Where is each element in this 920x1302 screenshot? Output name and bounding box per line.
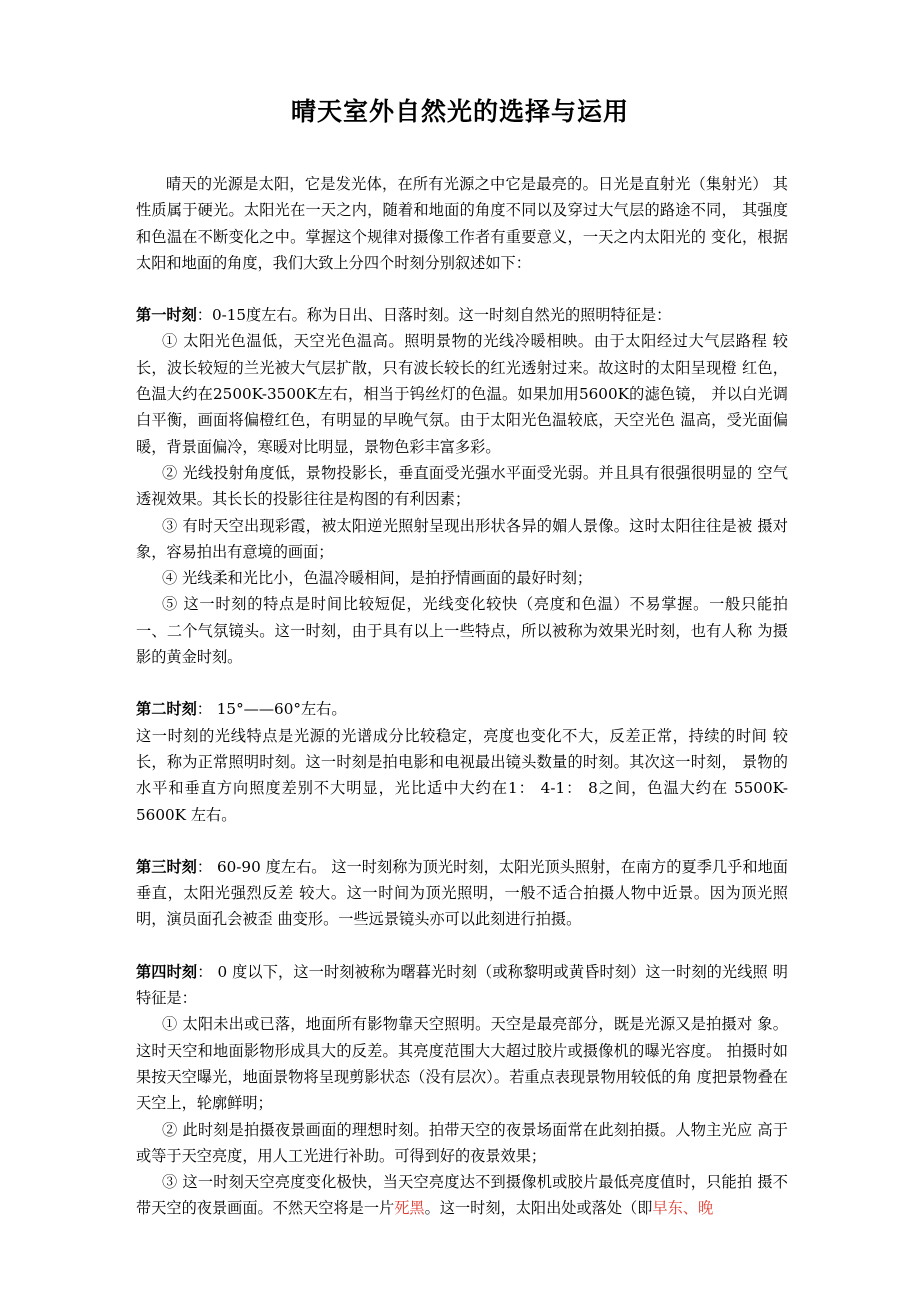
section2-body: 这一时刻的光线特点是光源的光谱成分比较稳定，亮度也变化不大，反差正常，持续的时间 较长，称为正常照明时刻。这一时刻是拍电影和电视最出镜头数量的时刻。其次这一时刻， 景物的水平和垂直方向照度差别不大明显，光比适中大约在1： 4-1： 8之间，色温大约在 5500K-5600K 左右。 bbox=[136, 726, 788, 824]
section1-label: 第一时刻 bbox=[136, 306, 197, 325]
paragraph-gap bbox=[136, 828, 788, 854]
section1-head-text: ：0-15度左右。称为日出、日落时刻。这一时刻自然光的照明特征是： bbox=[196, 306, 672, 325]
section1-item-1: ① 太阳光色温低，天空光色温高。照明景物的光线冷暖相映。由于太阳经过大气层路程 较长，波长较短的兰光被大气层扩散，只有波长较长的红光透射过来。故这时的太阳呈现橙 红色，色温大约在2500K-3500K左右，相当于钨丝灯的色温。如果加用5600K的滤色镜， 并以白光调白平衡，画面将偏橙红色，有明显的早晚气氛。由于太阳光色温较底，天空光色 温高，受光面偏暖，背景面偏冷，寒暖对比明显，景物色彩丰富多彩。 bbox=[136, 332, 788, 456]
document-body bbox=[136, 171, 788, 1222]
section4-item-2: ② 此时刻是拍摄夜景画面的理想时刻。拍带天空的夜景场面常在此刻拍摄。人物主光应 高于或等于天空亮度，用人工光进行补助。可得到好的夜景效果； bbox=[136, 1120, 788, 1165]
section4-item-1: ① 太阳未出或已落，地面所有影物靠天空照明。天空是最亮部分，既是光源又是拍摄对 象。这时天空和地面影物形成具大的反差。其亮度范围大大超过胶片或摄像机的曝光容度。 拍摄时如果按天空曝光，地面景物将呈现剪影状态（没有层次）。若重点表现景物用较低的角 度把景物叠在天空上，轮廓鲜明； bbox=[136, 1015, 788, 1113]
paragraph-gap bbox=[136, 276, 788, 302]
section2-heading bbox=[136, 696, 788, 722]
section4-item-3 bbox=[136, 1169, 788, 1222]
section1-heading bbox=[136, 302, 788, 328]
section2-label: 第二时刻 bbox=[136, 700, 197, 719]
intro-paragraph: 晴天的光源是太阳，它是发光体，在所有光源之中它是最亮的。日光是直射光（集射光） 其性质属于硬光。太阳光在一天之内，随着和地面的角度不同以及穿过大气层的路途不同， 其强度和色温在不断变化之中。掌握这个规律对摄像工作者有重要意义，一天之内太阳光的 变化，根据太阳和地面的角度，我们大致上分四个时刻分别叙述如下： bbox=[136, 175, 788, 272]
highlight-text: 死黑 bbox=[394, 1199, 425, 1218]
section4-item-3-text-a: ③ 这一时刻天空亮度变化极快，当天空亮度达不到摄像机或胶片最低亮度值时，只能拍 摄不带天空的夜景画面。不然天空将是一片 bbox=[136, 1173, 788, 1218]
section3-label: 第三时刻 bbox=[136, 857, 197, 876]
section4-item-3-text-b: 。这一时刻，太阳出处或落处（即 bbox=[424, 1199, 653, 1218]
paragraph-gap bbox=[136, 670, 788, 696]
paragraph-gap bbox=[136, 933, 788, 959]
document-title: 晴天室外自然光的选择与运用 bbox=[290, 97, 629, 126]
section3-paragraph bbox=[136, 854, 788, 933]
section1-item-2: ② 光线投射角度低，景物投影长，垂直面受光强水平面受光弱。并且具有很强很明显的 空气透视效果。其长长的投影往往是构图的有利因素； bbox=[136, 463, 788, 509]
section4-heading bbox=[136, 959, 788, 1012]
highlight-text: 早东、晚 bbox=[652, 1199, 714, 1218]
section4-label: 第四时刻 bbox=[136, 962, 198, 981]
section1-item-5: ⑤ 这一时刻的特点是时间比较短促，光线变化较快（亮度和色温）不易掌握。一般只能拍 一、二个气氛镜头。这一时刻，由于具有以上一些特点，所以被称为效果光时刻，也有人称 为摄影的黄金时刻。 bbox=[136, 595, 788, 667]
section4-head-text: ： 0 度以下，这一时刻被称为曙暮光时刻（或称黎明或黄昏时刻）这一时刻的光线照 明特征是： bbox=[136, 962, 788, 1008]
section1-item-3: ③ 有时天空出现彩霞，被太阳逆光照射呈现出形状各异的媚人景像。这时太阳往往是被 摄对象，容易拍出有意境的画面； bbox=[136, 516, 788, 561]
section3-head-text: ： 60-90 度左右。 这一时刻称为顶光时刻，太阳光顶头照射，在南方的夏季几乎和地面垂直，太阳光强烈反差 较大。这一时间为顶光照明，一般不适合拍摄人物中近景。因为顶光照明，演员面孔会被歪 曲变形。一些远景镜头亦可以此刻进行拍摄。 bbox=[136, 857, 788, 929]
section2-head-text: ： 15°——60°左右。 bbox=[196, 700, 347, 719]
section1-item-4: ④ 光线柔和光比小，色温冷暖相间，是拍抒情画面的最好时刻； bbox=[162, 569, 593, 588]
